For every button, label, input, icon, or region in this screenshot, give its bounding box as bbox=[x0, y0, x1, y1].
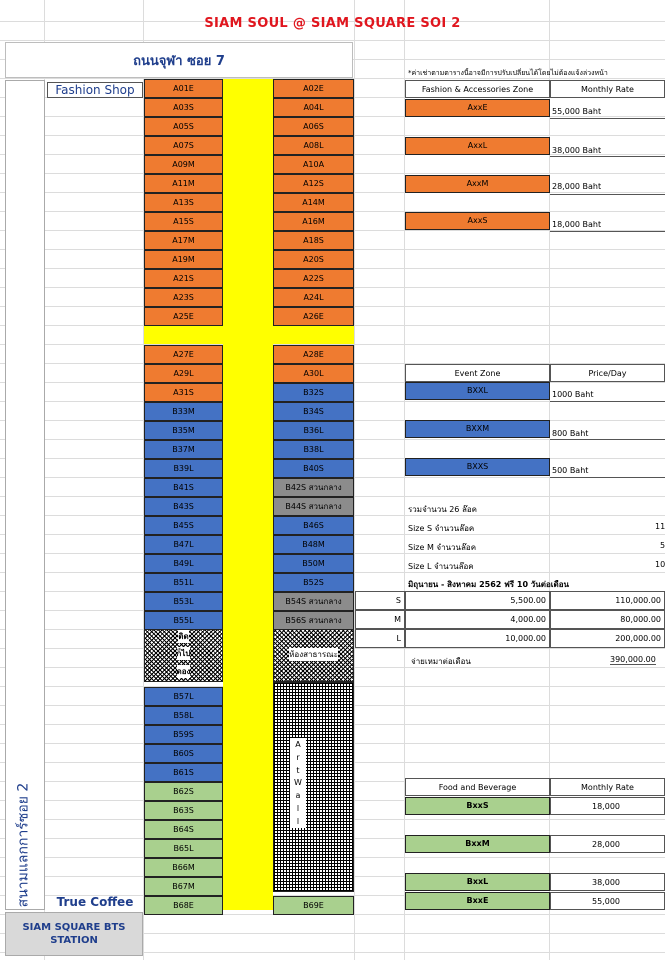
fashion-zone-axxl: AxxL bbox=[405, 137, 550, 155]
fnb-rate-bxxm: 28,000 bbox=[550, 835, 665, 853]
price-l-unit: 10,000.00 bbox=[405, 629, 550, 648]
fashion-rate-axxl: 38,000 Baht bbox=[552, 146, 602, 155]
booth-b36l: B36L bbox=[273, 421, 354, 440]
side-street-label: สนามแลกการ์ซอย 2 bbox=[15, 782, 31, 908]
summary-size-s: Size S จำนวนล๊อค bbox=[408, 524, 475, 533]
fashion-zone-axxs: AxxS bbox=[405, 212, 550, 230]
event-rate-bxxs: 500 Baht bbox=[552, 466, 589, 475]
event-zone-bxxm: BXXM bbox=[405, 420, 550, 438]
fnb-zone-header: Food and Beverage bbox=[405, 778, 550, 796]
booth-a14m: A14M bbox=[273, 193, 354, 212]
booth-b48m: B48M bbox=[273, 535, 354, 554]
art-wall-label bbox=[290, 738, 306, 828]
rate-divider bbox=[550, 382, 665, 402]
price-s-unit: 5,500.00 bbox=[405, 591, 550, 610]
rate-divider bbox=[550, 212, 665, 232]
booth-a31s: A31S bbox=[144, 383, 223, 402]
price-m-unit: 4,000.00 bbox=[405, 610, 550, 629]
booth-a12s: A12S bbox=[273, 174, 354, 193]
fashion-zone-axxe: AxxE bbox=[405, 99, 550, 117]
price-l-total: 200,000.00 bbox=[550, 629, 665, 648]
monthly-total: 390,000.00 bbox=[610, 655, 656, 664]
restroom-right-text: ห้องสาธารณะ bbox=[289, 649, 338, 659]
road-label: ถนนจุฬา ซอย 7 bbox=[5, 42, 353, 78]
summary-size-m-val: 5 bbox=[660, 541, 665, 550]
fnb-zone-bxxs: BxxS bbox=[405, 797, 550, 815]
booth-b45s: B45S bbox=[144, 516, 223, 535]
art-wall-letter: r bbox=[296, 752, 300, 762]
booth-a18s: A18S bbox=[273, 231, 354, 250]
booth-a26e: A26E bbox=[273, 307, 354, 326]
booth-b51l: B51L bbox=[144, 573, 223, 592]
art-wall-letter: A bbox=[295, 739, 301, 749]
rate-divider bbox=[550, 99, 665, 119]
summary-size-m: Size M จำนวนล๊อค bbox=[408, 543, 477, 552]
art-wall-letter: a bbox=[295, 791, 301, 801]
art-wall-letter: l bbox=[296, 816, 300, 826]
walkway-horizontal bbox=[144, 326, 354, 344]
walkway-vertical bbox=[223, 79, 273, 910]
booth-b66m: B66M bbox=[144, 858, 223, 877]
fashion-rate-axxs: 18,000 Baht bbox=[552, 220, 602, 229]
price-size-l: L bbox=[355, 629, 405, 648]
booth-a05s: A05S bbox=[144, 117, 223, 136]
booth-a22s: A22S bbox=[273, 269, 354, 288]
price-size-m: M bbox=[355, 610, 405, 629]
fashion-zone-axxm: AxxM bbox=[405, 175, 550, 193]
booth-b53l: B53L bbox=[144, 592, 223, 611]
fnb-rate-bxxl: 38,000 bbox=[550, 873, 665, 891]
summary-period: มิถุนายน - สิงหาคม 2562 ฟรี 10 วันต่อเดือน bbox=[408, 580, 569, 589]
booth-a16m: A16M bbox=[273, 212, 354, 231]
booth-a06s: A06S bbox=[273, 117, 354, 136]
booth-b42s: B42S สวนกลาง bbox=[273, 478, 354, 497]
booth-a27e: A27E bbox=[144, 345, 223, 364]
booth-a11m: A11M bbox=[144, 174, 223, 193]
art-wall-letter: t bbox=[296, 765, 300, 775]
booth-b49l: B49L bbox=[144, 554, 223, 573]
booth-a24l: A24L bbox=[273, 288, 354, 307]
fnb-zone-bxxl: BxxL bbox=[405, 873, 550, 891]
art-wall-letter: W bbox=[294, 778, 302, 788]
booth-b62s: B62S bbox=[144, 782, 223, 801]
booth-a30l: A30L bbox=[273, 364, 354, 383]
event-rate-bxxm: 800 Baht bbox=[552, 429, 589, 438]
booth-b34s: B34S bbox=[273, 402, 354, 421]
booth-b60s: B60S bbox=[144, 744, 223, 763]
rate-divider bbox=[550, 175, 665, 195]
true-coffee-label: True Coffee bbox=[56, 894, 134, 909]
booth-b39l: B39L bbox=[144, 459, 223, 478]
booth-b32s: B32S bbox=[273, 383, 354, 402]
booth-b52s: B52S bbox=[273, 573, 354, 592]
booth-b33m: B33M bbox=[144, 402, 223, 421]
event-rate-bxxl: 1000 Baht bbox=[552, 390, 594, 399]
event-price-header: Price/Day bbox=[550, 364, 665, 382]
booth-b37m: B37M bbox=[144, 440, 223, 459]
summary-size-l: Size L จำนวนล๊อค bbox=[408, 562, 474, 571]
fashion-rate-header: Monthly Rate bbox=[550, 80, 665, 98]
price-s-total: 110,000.00 bbox=[550, 591, 665, 610]
booth-b41s: B41S bbox=[144, 478, 223, 497]
rate-divider bbox=[550, 137, 665, 157]
booth-b64s: B64S bbox=[144, 820, 223, 839]
fashion-rate-axxm: 28,000 Baht bbox=[552, 182, 602, 191]
art-wall-letter: l bbox=[296, 804, 300, 814]
booth-a04l: A04L bbox=[273, 98, 354, 117]
booth-b68e: B68E bbox=[144, 896, 223, 915]
booth-b46s: B46S bbox=[273, 516, 354, 535]
booth-b58l: B58L bbox=[144, 706, 223, 725]
restroom-left-text: ติด ก็ไป ดอง bbox=[176, 632, 191, 676]
event-zone-bxxl: BXXL bbox=[405, 382, 550, 400]
booth-b44s: B44S สวนกลาง bbox=[273, 497, 354, 516]
booth-a01e: A01E bbox=[144, 79, 223, 98]
booth-b54s: B54S สวนกลาง bbox=[273, 592, 354, 611]
fnb-rate-bxxs: 18,000 bbox=[550, 797, 665, 815]
booth-b35m: B35M bbox=[144, 421, 223, 440]
summary-size-l-val: 10 bbox=[655, 560, 665, 569]
booth-b67m: B67M bbox=[144, 877, 223, 896]
booth-a03s: A03S bbox=[144, 98, 223, 117]
fnb-rate-bxxe: 55,000 bbox=[550, 892, 665, 910]
fnb-rate-header: Monthly Rate bbox=[550, 778, 665, 796]
booth-b57l: B57L bbox=[144, 687, 223, 706]
booth-a15s: A15S bbox=[144, 212, 223, 231]
rate-divider bbox=[550, 420, 665, 440]
booth-a10a: A10A bbox=[273, 155, 354, 174]
art-wall-area bbox=[273, 682, 354, 892]
fnb-zone-bxxm: BxxM bbox=[405, 835, 550, 853]
rate-divider bbox=[550, 458, 665, 478]
price-size-s: S bbox=[355, 591, 405, 610]
booth-a17m: A17M bbox=[144, 231, 223, 250]
booth-a02e: A02E bbox=[273, 79, 354, 98]
fashion-rate-axxe: 55,000 Baht bbox=[552, 107, 602, 116]
booth-a23s: A23S bbox=[144, 288, 223, 307]
event-zone-bxxs: BXXS bbox=[405, 458, 550, 476]
summary-total: รวมจำนวน 26 ล๊อค bbox=[408, 505, 477, 514]
booth-b63s: B63S bbox=[144, 801, 223, 820]
price-m-total: 80,000.00 bbox=[550, 610, 665, 629]
booth-a07s: A07S bbox=[144, 136, 223, 155]
booth-b50m: B50M bbox=[273, 554, 354, 573]
rate-note: *ค่าเช่าตามตารางนี้อาจมีการปรับเปลี่ยนได้โดยไม่ต้องแจ้งล่วงหน้า bbox=[408, 69, 608, 77]
monthly-label: จ่ายเหมาต่อเดือน bbox=[411, 657, 471, 666]
fashion-zone-header: Fashion & Accessories Zone bbox=[405, 80, 550, 98]
sheet-title: SIAM SOUL @ SIAM SQUARE SOI 2 bbox=[204, 16, 461, 31]
event-zone-header: Event Zone bbox=[405, 364, 550, 382]
booth-b59s: B59S bbox=[144, 725, 223, 744]
booth-a20s: A20S bbox=[273, 250, 354, 269]
booth-a21s: A21S bbox=[144, 269, 223, 288]
fnb-zone-bxxe: BxxE bbox=[405, 892, 550, 910]
booth-b40s: B40S bbox=[273, 459, 354, 478]
summary-size-s-val: 11 bbox=[655, 522, 665, 531]
booth-b65l: B65L bbox=[144, 839, 223, 858]
booth-a25e: A25E bbox=[144, 307, 223, 326]
booth-a13s: A13S bbox=[144, 193, 223, 212]
booth-a09m: A09M bbox=[144, 155, 223, 174]
booth-a08l: A08L bbox=[273, 136, 354, 155]
bts-station-label: SIAM SQUARE BTS STATION bbox=[5, 912, 143, 956]
booth-b38l: B38L bbox=[273, 440, 354, 459]
booth-b43s: B43S bbox=[144, 497, 223, 516]
booth-b47l: B47L bbox=[144, 535, 223, 554]
booth-b69e: B69E bbox=[273, 896, 354, 915]
booth-b55l: B55L bbox=[144, 611, 223, 630]
booth-b56s: B56S สวนกลาง bbox=[273, 611, 354, 630]
booth-a28e: A28E bbox=[273, 345, 354, 364]
booth-a19m: A19M bbox=[144, 250, 223, 269]
fashion-shop-label: Fashion Shop bbox=[47, 82, 143, 98]
booth-b61s: B61S bbox=[144, 763, 223, 782]
booth-a29l: A29L bbox=[144, 364, 223, 383]
